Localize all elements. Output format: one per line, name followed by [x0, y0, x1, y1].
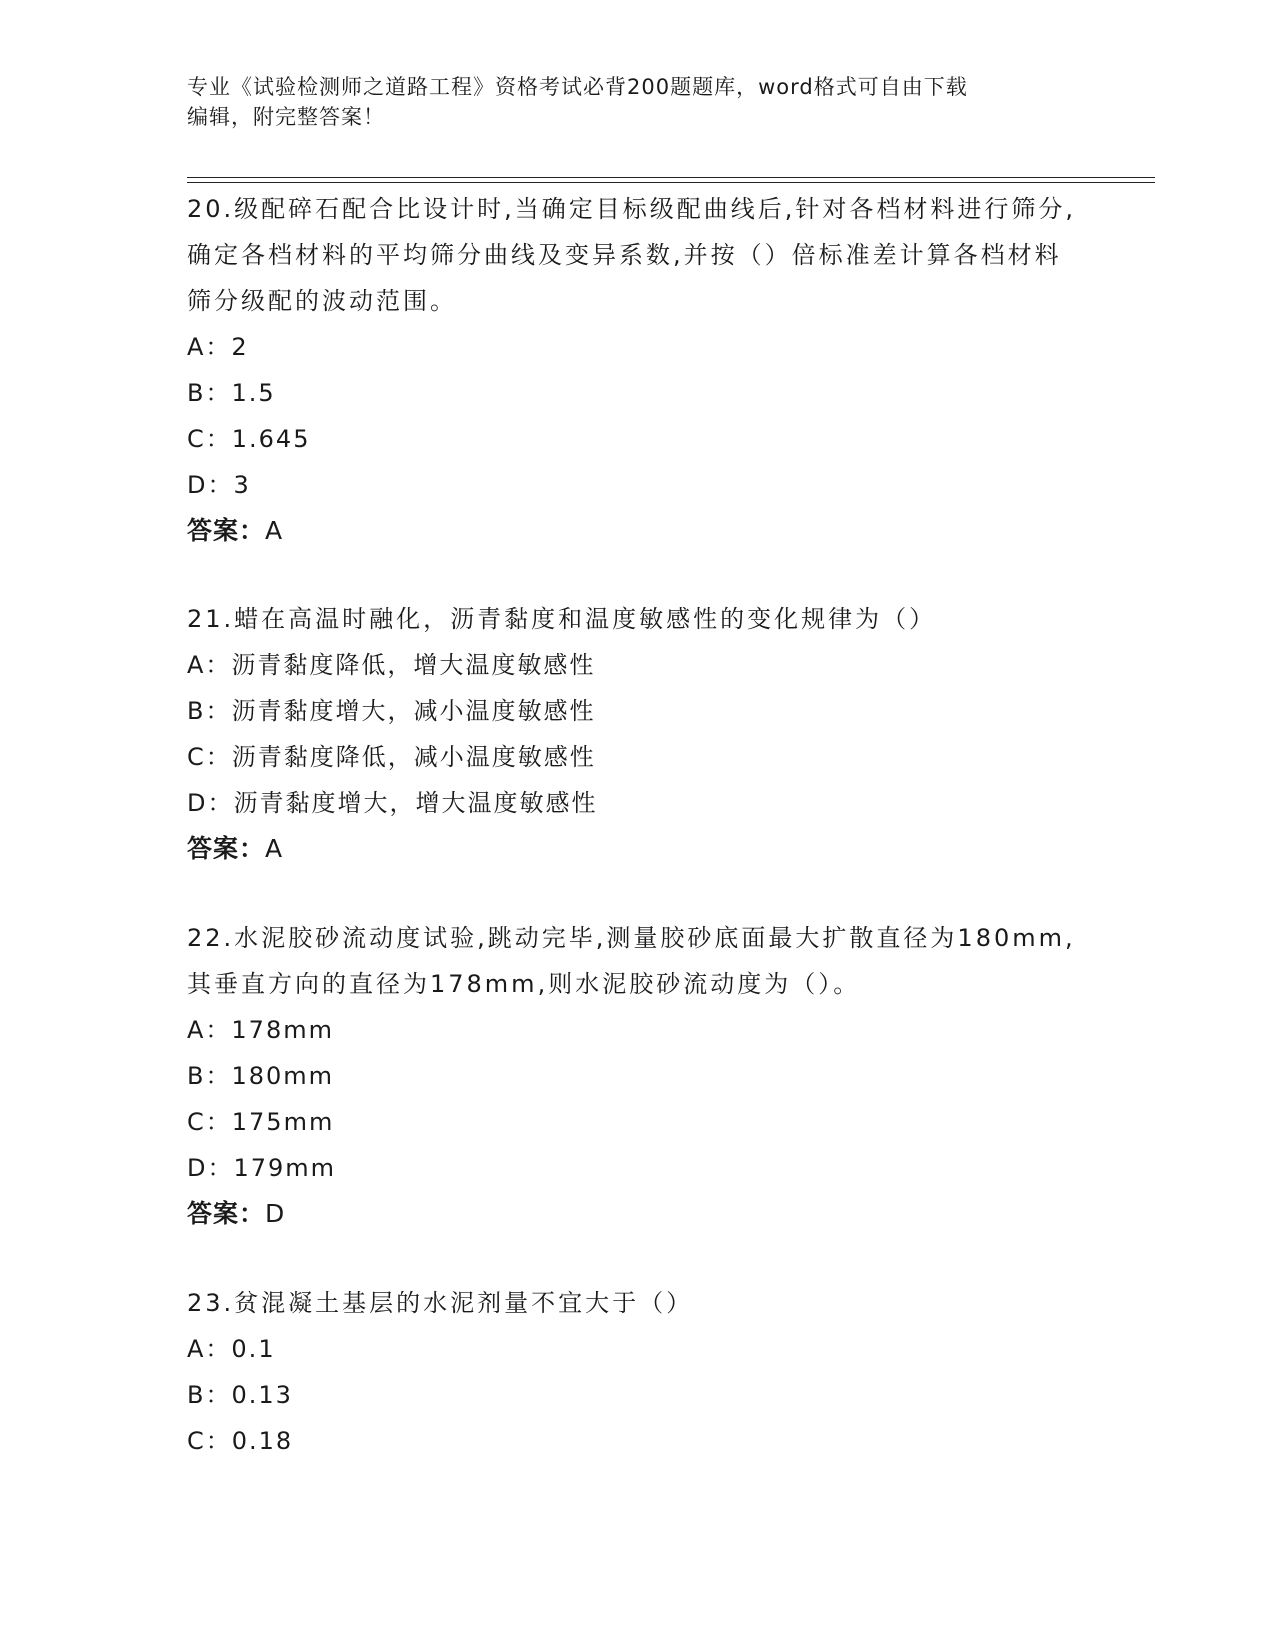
- question-stem: 21.蜡在高温时融化，沥青黏度和温度敏感性的变化规律为（）: [187, 605, 937, 633]
- question-stem: 23.贫混凝土基层的水泥剂量不宜大于（）: [187, 1289, 694, 1317]
- header-divider-top: [187, 177, 1155, 178]
- question-22: [187, 915, 1087, 1237]
- question-23: [187, 1280, 1087, 1464]
- question-21: [187, 596, 1087, 872]
- option-b: B：1.5: [187, 379, 276, 407]
- header-line-2: 编辑，附完整答案！: [187, 105, 385, 129]
- question-stem: 22.水泥胶砂流动度试验,跳动完毕,测量胶砂底面最大扩散直径为180mm,其垂直方向的直径为178mm,则水泥胶砂流动度为（）。: [187, 924, 1076, 998]
- option-a: A：沥青黏度降低，增大温度敏感性: [187, 651, 596, 679]
- option-d: D：179mm: [187, 1154, 337, 1182]
- answer: [187, 826, 1087, 872]
- answer: [187, 1191, 1087, 1237]
- option-c: C：175mm: [187, 1108, 335, 1136]
- option-c: C：0.18: [187, 1427, 294, 1455]
- page-header: [187, 72, 1087, 132]
- answer-label: 答案：: [187, 516, 266, 545]
- option-d: D：沥青黏度增大，增大温度敏感性: [187, 789, 598, 817]
- option-b: B：0.13: [187, 1381, 293, 1409]
- answer-value: A: [265, 516, 284, 545]
- answer-label: 答案：: [187, 1199, 266, 1228]
- option-a: A：178mm: [187, 1016, 334, 1044]
- option-b: B：180mm: [187, 1062, 335, 1090]
- question-stem: 20.级配碎石配合比设计时,当确定目标级配曲线后,针对各档材料进行筛分,确定各档材料的平均筛分曲线及变异系数,并按（）倍标准差计算各档材料筛分级配的波动范围。: [187, 195, 1077, 315]
- option-a: A：2: [187, 333, 249, 361]
- option-c: C：沥青黏度降低，减小温度敏感性: [187, 743, 596, 771]
- option-a: A：0.1: [187, 1335, 276, 1363]
- answer-value: A: [265, 834, 284, 863]
- option-c: C：1.645: [187, 425, 311, 453]
- answer-label: 答案：: [187, 834, 266, 863]
- answer-value: D: [265, 1199, 286, 1228]
- option-d: D：3: [187, 471, 251, 499]
- header-divider-bottom: [187, 182, 1155, 183]
- option-b: B：沥青黏度增大，减小温度敏感性: [187, 697, 596, 725]
- question-20: [187, 186, 1087, 554]
- header-line-1: 专业《试验检测师之道路工程》资格考试必背200题题库，word格式可自由下载: [187, 75, 968, 99]
- answer: [187, 508, 1087, 554]
